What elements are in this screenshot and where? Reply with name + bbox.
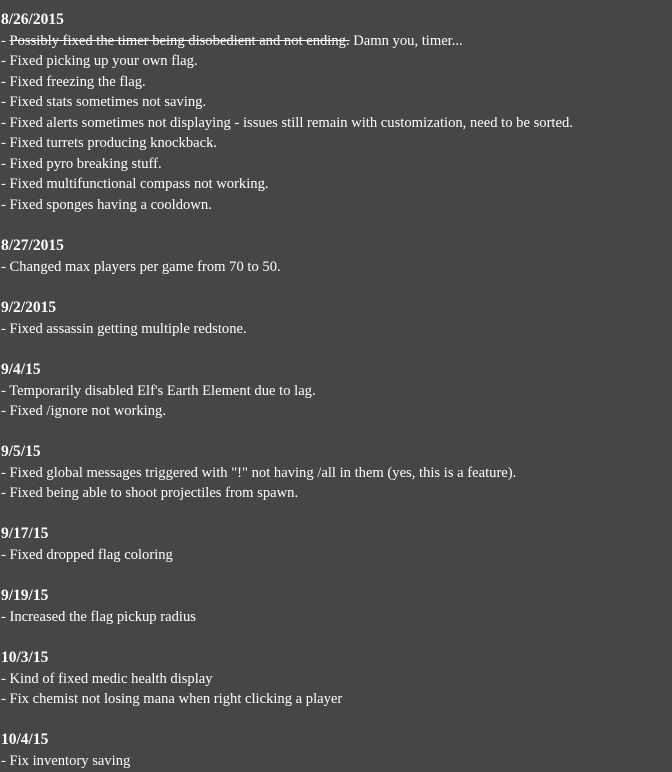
change-item xyxy=(1,51,672,72)
changelog-entry xyxy=(1,524,672,565)
change-item xyxy=(1,133,672,154)
change-item xyxy=(1,669,672,690)
change-item xyxy=(1,381,672,402)
changelog-entry xyxy=(1,298,672,339)
change-item xyxy=(1,92,672,113)
entry-date: 10/3/15 xyxy=(1,649,49,666)
change-item xyxy=(1,607,672,628)
item-text: Fixed /ignore not working. xyxy=(9,403,166,419)
bullet-dash: - xyxy=(1,752,10,769)
bullet-dash: - xyxy=(1,258,10,275)
changelog-entry xyxy=(1,10,672,215)
bullet-dash: - xyxy=(1,608,10,625)
item-text: Fixed stats sometimes not saving. xyxy=(9,94,207,110)
item-text: Damn you, timer... xyxy=(349,32,463,49)
bullet-dash: - xyxy=(1,382,10,399)
changelog-entry xyxy=(1,442,672,504)
changelog-entry xyxy=(1,730,672,771)
change-item xyxy=(1,545,672,566)
item-text: Fix inventory saving xyxy=(9,752,131,769)
entry-date: 9/17/15 xyxy=(1,525,49,542)
entry-date: 8/26/2015 xyxy=(1,11,64,28)
item-text: Fixed assassin getting multiple redstone. xyxy=(9,320,247,337)
item-text: Temporarily disabled Elf's Earth Element due to lag. xyxy=(9,382,316,399)
change-item xyxy=(1,31,672,52)
changelog-entry xyxy=(1,236,672,277)
entry-date: 9/5/15 xyxy=(1,443,41,460)
item-text: Fixed dropped flag coloring xyxy=(9,546,173,563)
item-text: Fixed pyro breaking stuff. xyxy=(9,155,162,172)
change-item xyxy=(1,751,672,772)
change-item xyxy=(1,195,672,216)
entry-date: 9/4/15 xyxy=(1,361,41,378)
item-text: Increased the flag pickup radius xyxy=(9,608,196,625)
bullet-dash: - xyxy=(1,32,10,49)
item-text: Fixed being able to shoot projectiles from spawn. xyxy=(9,485,299,501)
bullet-dash: - xyxy=(1,94,10,110)
item-text: Fixed multifunctional compass not working. xyxy=(9,176,269,192)
bullet-dash: - xyxy=(1,670,10,687)
changelog-entry xyxy=(1,360,672,422)
item-text: Fixed picking up your own flag. xyxy=(9,53,198,69)
bullet-dash: - xyxy=(1,691,10,707)
item-text: Kind of fixed medic health display xyxy=(9,670,213,687)
bullet-dash: - xyxy=(1,135,10,151)
entry-date: 8/27/2015 xyxy=(1,237,64,254)
change-item xyxy=(1,689,672,710)
bullet-dash: - xyxy=(1,546,10,563)
bullet-dash: - xyxy=(1,73,10,90)
bullet-dash: - xyxy=(1,155,10,172)
bullet-dash: - xyxy=(1,320,10,337)
change-item xyxy=(1,113,672,134)
bullet-dash: - xyxy=(1,196,10,213)
change-item xyxy=(1,72,672,93)
change-item xyxy=(1,257,672,278)
bullet-dash: - xyxy=(1,176,10,192)
changelog-entry xyxy=(1,648,672,710)
changelog-entry xyxy=(1,586,672,627)
bullet-dash: - xyxy=(1,485,10,501)
bullet-dash: - xyxy=(1,114,10,131)
entry-date: 9/2/2015 xyxy=(1,299,57,316)
item-text: Fixed turrets producing knockback. xyxy=(9,135,218,151)
item-text: Fixed alerts sometimes not displaying - issues still remain with customization, need to be sorted. xyxy=(9,114,573,131)
change-item xyxy=(1,401,672,422)
bullet-dash: - xyxy=(1,464,10,481)
item-text: Fixed sponges having a cooldown. xyxy=(9,196,212,213)
change-item xyxy=(1,463,672,484)
item-text: Fix chemist not losing mana when right clicking a player xyxy=(9,691,343,707)
entry-date: 10/4/15 xyxy=(1,731,49,748)
change-item xyxy=(1,174,672,195)
item-text: Fixed global messages triggered with "!" not having /all in them (yes, this is a feature). xyxy=(9,464,517,481)
item-text: Changed max players per game from 70 to 50. xyxy=(9,258,281,275)
change-item xyxy=(1,319,672,340)
entry-date: 9/19/15 xyxy=(1,587,49,604)
bullet-dash: - xyxy=(1,403,10,419)
struck-text: Possibly fixed the timer being disobedient and not ending. xyxy=(9,32,350,49)
item-text: Fixed freezing the flag. xyxy=(9,73,146,90)
bullet-dash: - xyxy=(1,53,10,69)
change-item xyxy=(1,154,672,175)
change-item xyxy=(1,483,672,504)
